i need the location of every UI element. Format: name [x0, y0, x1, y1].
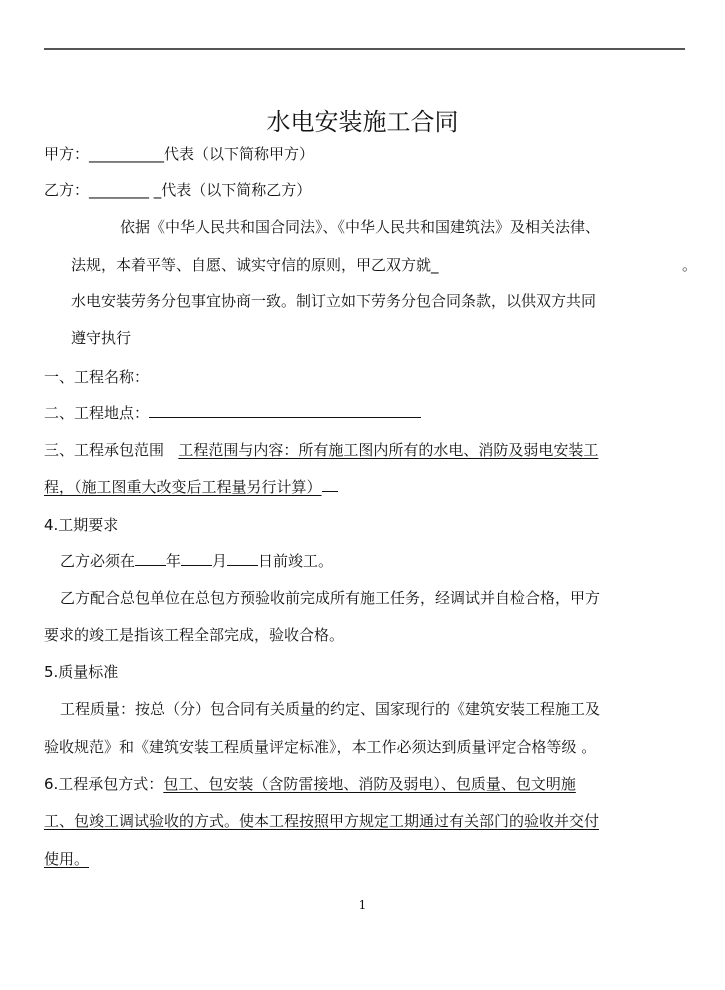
section-1-project-name: 一、工程名称： — [44, 368, 150, 386]
section-6-text-3: 使用。 — [44, 850, 90, 868]
party-a-blank: _________ — [89, 145, 157, 163]
section-3-scope-text-2: 程，（施工图重大改变后工程量另行计算） — [44, 478, 322, 496]
header-rule — [44, 48, 685, 50]
intro-line-2 — [71, 255, 439, 275]
year-label: 年 — [166, 552, 182, 570]
section-6-text-2: 工、包竣工调试验收的方式。使本工程按照甲方规定工期通过有关部门的验收并交付 — [44, 812, 600, 830]
contract-title: 水电安装施工合同 — [266, 108, 459, 136]
month-blank — [181, 551, 212, 566]
section-3-label: 三、工程承包范围 — [44, 441, 165, 459]
day-suffix: 日前竣工。 — [258, 552, 334, 570]
section-2-project-location — [44, 403, 421, 423]
party-a-label: 甲方： — [44, 145, 90, 163]
intro-line-3: 水电安装劳务分包事宜协商一致。制订立如下劳务分包合同条款，以供双方共同 — [71, 292, 597, 310]
party-b-blank: ________ — [89, 181, 150, 199]
section-6-label: 6.工程承包方式： — [44, 775, 164, 793]
section-4-para-2-line-1: 乙方配合总包单位在总包方预验收前完成所有施工任务，经调试并自检合格，甲方 — [60, 589, 601, 607]
section-5-line-1: 工程质量：按总（分）包合同有关质量的约定、国家现行的《建筑安装工程施工及 — [60, 700, 601, 718]
section-3-scope-line-2 — [44, 477, 338, 497]
section-6-line-3 — [44, 849, 89, 869]
section-3-scope-text-1: 工程范围与内容：所有施工图内所有的水电、消防及弱电安装工 — [178, 441, 599, 459]
page-number: 1 — [358, 898, 367, 912]
party-b-label: 乙方： — [44, 181, 90, 199]
intro-line-4: 遵守执行 — [71, 329, 132, 347]
section-4-deadline — [60, 551, 333, 571]
section-2-label: 二、工程地点： — [44, 404, 150, 422]
section-5-heading: 5.质量标准 — [44, 663, 119, 681]
party-a-line — [44, 144, 314, 164]
section-6-line-1 — [44, 774, 576, 794]
party-b-line — [44, 180, 311, 200]
section-6-line-2 — [44, 811, 599, 831]
scope-trailing-blank — [322, 477, 338, 492]
year-blank — [135, 551, 166, 566]
intro-line-1: 依据《中华人民共和国合同法》、《中华人民共和国建筑法》及相关法律、 — [120, 218, 601, 236]
month-label: 月 — [212, 552, 228, 570]
day-blank — [227, 551, 258, 566]
party-a-rest: _代表（以下简称甲方） — [156, 145, 315, 163]
party-b-rest: _代表（以下简称乙方） — [149, 181, 312, 199]
location-blank — [149, 403, 421, 418]
intro-line-2-text: 法规，本着平等、自愿、诚实守信的原则，甲乙双方就_ — [71, 256, 439, 274]
section-6-text-1: 包工、包安装（含防雷接地、消防及弱电）、包质量、包文明施 — [163, 775, 576, 793]
deadline-prefix: 乙方必须在 — [60, 552, 136, 570]
intro-line-2-end: 。 — [682, 256, 698, 274]
section-4-heading: 4.工期要求 — [44, 516, 119, 534]
section-4-para-2-line-2: 要求的竣工是指该工程全部完成，验收合格。 — [44, 626, 345, 644]
section-5-line-2: 验收规范》和《建筑安装工程质量评定标准》，本工作必须达到质量评定合格等级 。 — [44, 738, 597, 756]
section-3-scope-line-1 — [44, 440, 598, 460]
